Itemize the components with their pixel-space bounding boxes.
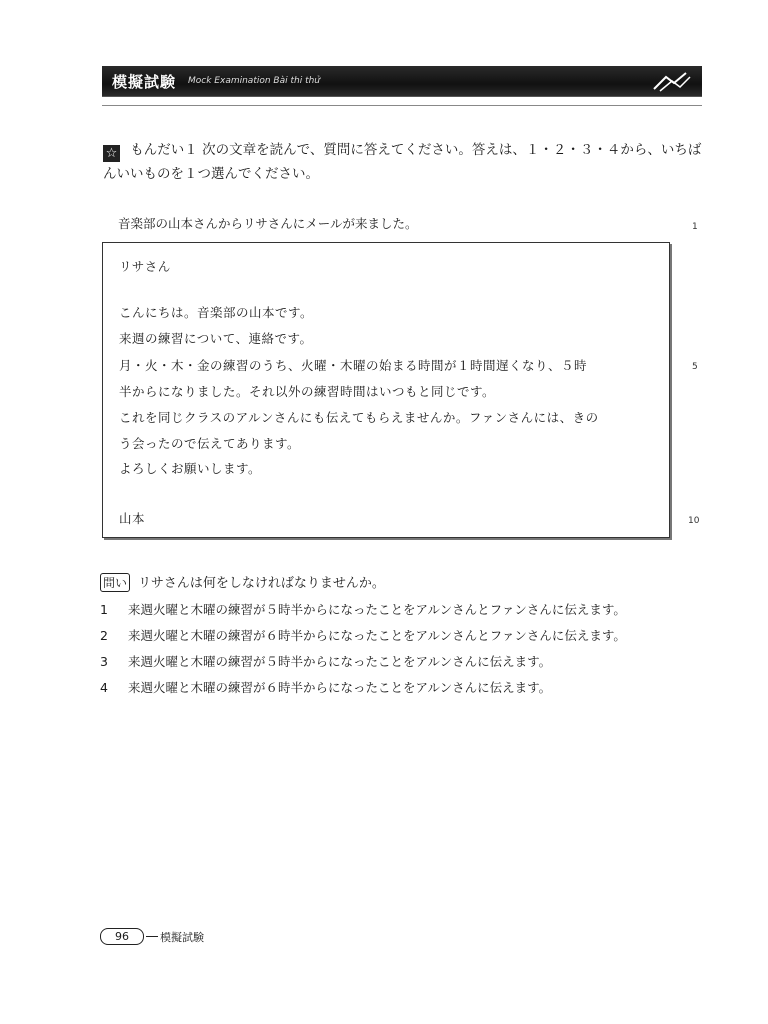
choice-text: 来週火曜と木曜の練習が５時半からになったことをアルンさんとファンさんに伝えます。 (127, 602, 626, 617)
answer-choice[interactable] (100, 678, 551, 696)
section-subtitle: Mock Examination Bài thi thử (188, 76, 321, 86)
decorative-logo-icon (652, 69, 692, 93)
line-number: 10 (688, 516, 700, 526)
instruction-text (103, 138, 703, 186)
instruction-label: もんだい１ (130, 142, 198, 158)
star-icon: ☆ (103, 145, 120, 162)
email-line: 半からになりました。それ以外の練習時間はいつもと同じです。 (119, 384, 496, 399)
email-signature: 山本 (119, 511, 146, 526)
line-number: 5 (692, 362, 698, 372)
email-line: こんにちは。音楽部の山本です。 (119, 305, 314, 320)
choice-number: 2 (100, 628, 108, 643)
question-label: 問い (100, 573, 130, 592)
footer-label: 模擬試験 (160, 930, 204, 944)
answer-choice[interactable] (100, 652, 551, 670)
header-rule-lines (102, 96, 702, 106)
page-number: 96 (100, 928, 144, 945)
email-box (102, 242, 670, 538)
choice-number: 1 (100, 602, 108, 617)
question-text: リサさんは何をしなければなりませんか。 (138, 576, 385, 591)
page-footer (100, 928, 204, 945)
footer-divider (146, 936, 158, 937)
choice-text: 来週火曜と木曜の練習が６時半からになったことをアルンさんとファンさんに伝えます。 (127, 628, 626, 643)
email-line: よろしくお願いします。 (119, 461, 262, 476)
section-title: 模擬試験 (112, 72, 177, 91)
choice-text: 来週火曜と木曜の練習が６時半からになったことをアルンさんに伝えます。 (127, 680, 552, 695)
answer-choice[interactable] (100, 600, 626, 618)
choice-text: 来週火曜と木曜の練習が５時半からになったことをアルンさんに伝えます。 (127, 654, 552, 669)
answer-choice[interactable] (100, 626, 626, 644)
question (100, 572, 385, 592)
email-line: これを同じクラスのアルンさんにも伝えてもらえませんか。ファンさんには、きの (119, 410, 599, 425)
instruction-body: 次の文章を読んで、質問に答えてください。答えは、１・２・３・４から、いちばんいいものを１つ選んでください。 (103, 142, 702, 182)
email-line: 来週の練習について、連絡です。 (119, 331, 313, 346)
email-recipient: リサさん (119, 259, 171, 274)
email-line: 月・火・木・金の練習のうち、火曜・木曜の始まる時間が１時間遅くなり、５時 (119, 358, 588, 373)
passage-intro: 音楽部の山本さんからリサさんにメールが来ました。 (118, 216, 418, 231)
choice-number: 4 (100, 680, 108, 695)
line-number: 1 (692, 222, 698, 232)
section-header (102, 66, 702, 96)
email-line: う会ったので伝えてあります。 (119, 436, 301, 451)
choice-number: 3 (100, 654, 108, 669)
